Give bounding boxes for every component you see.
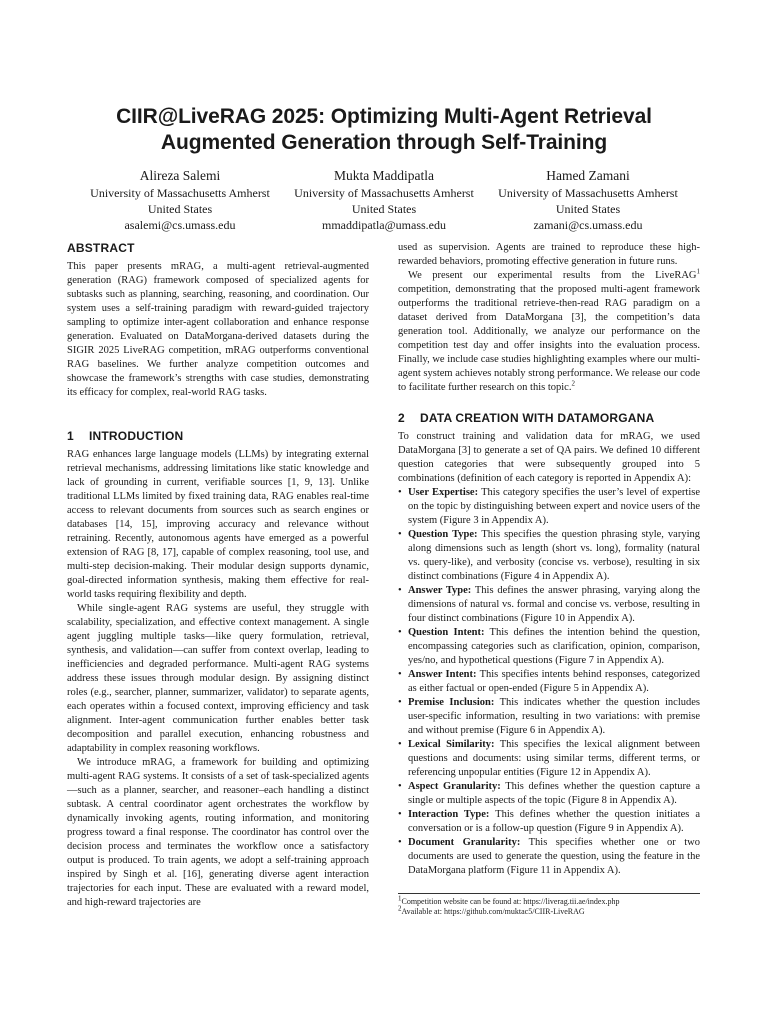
footnote-marker-1: 1	[696, 267, 700, 276]
list-item-text: This specifies the lexical alignment between questions and documents: using similar terms, different terms, or referencing unpopular entities (Figure 12 in Appendix A).	[408, 739, 700, 778]
list-item-text: This specifies whether one or two documents are used to generate the question, using the feature in the DataMorgana platform (Figure 11 in Appendix A).	[408, 837, 701, 876]
footnote-2	[398, 904, 700, 917]
author-country: United States	[147, 202, 213, 216]
author-email: mmaddipatla@umass.edu	[321, 218, 447, 232]
bullet-icon: •	[398, 529, 402, 540]
author-block	[78, 166, 690, 233]
abstract-text: This paper presents mRAG, a multi-agent retrieval-augmented generation (RAG) framework composed of specialized agents for subtasks such as planning, searching, reasoning, and coordination. Our system uses a self-training paradigm with reward-guided trajectory sampling to optimize inter-agent collaboration and enhance response generation. Evaluated on DataMorgana-derived datasets during the SIGIR 2025 LiveRAG competition, mRAG outperforms conventional RAG baselines. We further analyze competition outcomes and showcase the framework’s strengths with case studies, demonstrating its efficacy for complex, real-world RAG tasks.	[67, 261, 369, 398]
section-title: DATA CREATION WITH DATAMORGANA	[420, 411, 655, 425]
list-item	[398, 584, 700, 626]
intro-paragraph-3: We introduce mRAG, a framework for building and optimizing multi-agent RAG systems. It consists of a set of task-specialized agents—such as a planner, searcher, and reasoner–each handling a distinct subtask. A central coordinator agent orchestrates the workflow by dynamically invoking agents, routing information, and monitoring progress toward a final response. The coordinator has control over the decision process and terminates the workflow once a satisfactory output is produced. To train agents, we adopt a self-training approach inspired by Singh et al. [16], generating diverse agent interaction trajectories for each input. These are evaluated with a reward model, and high-reward trajectories are	[67, 757, 369, 908]
title-line-1: CIIR@LiveRAG 2025: Optimizing Multi-Agent Retrieval	[116, 105, 652, 128]
list-item	[398, 486, 700, 528]
list-item-term: Lexical Similarity:	[408, 739, 495, 750]
footnotes	[398, 893, 700, 917]
author-country: United States	[351, 202, 417, 216]
footnote-1	[398, 894, 700, 907]
list-item	[398, 836, 700, 878]
intro-paragraph-2: While single-agent RAG systems are useful, they struggle with scalability, specialization, and effective context management. A single agent juggling multiple tasks—like query formulation, retrieval, synthesis, and validation—can suffer from context overlap, leading to inefficiencies and degraded performance. Multi-agent RAG systems address these issues through modular design. By assigning distinct roles (e.g., searcher, planner, summarizer, validator) to separate agents, each operates within a focused context, improving efficiency and task alignment. Inter-agent communication further enables better task decomposition and parallel execution, enhancing robustness and adaptability in complex reasoning workflows.	[67, 603, 369, 754]
author-3	[486, 166, 690, 233]
author-2	[282, 166, 486, 233]
list-item-text: This defines whether the question capture a single or multiple aspects of the topic (Figure 8 in Appendix A).	[408, 781, 700, 806]
bullet-icon: •	[398, 781, 402, 792]
abstract-heading: ABSTRACT	[67, 241, 135, 255]
title-line-2: Augmented Generation through Self-Training	[160, 131, 608, 154]
list-item-term: Aspect Granularity:	[408, 781, 501, 792]
category-list	[398, 486, 700, 878]
list-item-text: This specifies the question phrasing style, varying along dimensions such as length (short vs. long), formality (natural vs. query-like), and verbosity (concise vs. verbose), resulting in six distinct combinations (Figure 4 in Appendix A).	[408, 529, 700, 582]
list-item	[398, 808, 700, 836]
author-name: Alireza Salemi	[139, 168, 221, 183]
bullet-icon: •	[398, 697, 402, 708]
list-item-text: This defines whether the question initiates a conversation or is a follow-up question (Figure 9 in Appendix A).	[408, 809, 700, 834]
author-1	[78, 166, 282, 233]
paragraph-text: competition, demonstrating that the proposed multi-agent framework outperforms the traditional retrieve-then-read RAG paradigm on a dataset derived from DataMorgana [3], the competition’s data generation tool. Additionally, we analyze our performance on the competition test day and offer insights into the evaluation process. Finally, we include case studies highlighting examples where our multi-agent system achieves notably strong performance. We release our code to facilitate further research on this topic.	[398, 284, 701, 393]
bullet-icon: •	[398, 487, 402, 498]
bullet-icon: •	[398, 837, 402, 848]
list-item-term: User Expertise:	[408, 487, 479, 498]
bullet-icon: •	[398, 809, 402, 820]
list-item-term: Answer Type:	[408, 585, 472, 596]
footnote-mark: 2	[398, 904, 402, 913]
section-number: 1	[67, 429, 74, 443]
author-name: Hamed Zamani	[546, 168, 630, 183]
list-item	[398, 738, 700, 780]
list-item-term: Question Type:	[408, 529, 478, 540]
list-item	[398, 696, 700, 738]
author-country: United States	[555, 202, 621, 216]
paragraph-text: We present our experimental results from the LiveRAG	[408, 270, 697, 281]
list-item-text: This specifies intents behind responses, categorized as either factual or open-ended (Figure 5 in Appendix A).	[408, 669, 701, 694]
section-2-intro: To construct training and validation data for mRAG, we used DataMorgana [3] to generate a set of QA pairs. We defined 10 different question categories that were subsequently grouped into 5 combinations (definition of each category is reported in Appendix A):	[398, 431, 700, 484]
author-email: zamani@cs.umass.edu	[533, 218, 643, 232]
footnote-text: Competition website can be found at: https://liverag.tii.ae/index.php	[401, 897, 620, 906]
list-item-text: This defines the intention behind the question, encompassing categories such as clarification, opinion, comparison, yes/no, and hypothetical questions (Figure 7 in Appendix A).	[408, 627, 700, 666]
list-item-text: This defines the answer phrasing, varying along the dimensions of natural vs. formal and concise vs. verbose, resulting in four distinct combinations (Figure 10 in Appendix A).	[408, 585, 700, 624]
bullet-icon: •	[398, 669, 402, 680]
intro-paragraph-4	[398, 269, 700, 395]
author-affiliation: University of Massachusetts Amherst	[498, 186, 678, 200]
list-item-text: This category specifies the user’s level of expertise on the topic by distinguishing between expert and novice users of the system (Figure 3 in Appendix A).	[408, 487, 700, 526]
author-name: Mukta Maddipatla	[333, 168, 435, 183]
list-item-term: Question Intent:	[408, 627, 485, 638]
footnote-mark: 1	[398, 894, 402, 903]
list-item	[398, 528, 700, 584]
section-title: INTRODUCTION	[89, 429, 184, 443]
list-item	[398, 668, 700, 696]
bullet-icon: •	[398, 585, 402, 596]
list-item	[398, 626, 700, 668]
intro-paragraph-1: RAG enhances large language models (LLMs) by integrating external retrieval mechanisms, addressing limitations like static knowledge and lack of grounding in current, verifiable sources [1, 9, 13]. Unlike traditional LLMs limited by fixed training data, RAG enables real-time access to relevant documents from sources such as search engines or databases [14, 15], improving accuracy and relevance without retraining. Recently, autonomous agents have emerged as a powerful extension of RAG [8, 17], capable of complex reasoning, tool use, and multi-step decision-making. Their modular design supports dynamic, goal-directed information synthesis, making them effective for real-world tasks requiring flexibility and depth.	[67, 449, 369, 600]
list-item-term: Document Granularity:	[408, 837, 521, 848]
footnote-marker-2: 2	[571, 379, 575, 388]
bullet-icon: •	[398, 627, 402, 638]
paper-title	[40, 104, 728, 156]
section-2-heading	[398, 410, 700, 426]
section-number: 2	[398, 411, 405, 425]
list-item	[398, 780, 700, 808]
author-email: asalemi@cs.umass.edu	[124, 218, 236, 232]
list-item-text: This indicates whether the question includes user-specific information, resulting in two variations: with premise and without premise (Figure 6 in Appendix A).	[408, 697, 701, 736]
footnote-text: Available at: https://github.com/muktac5/CIIR-LiveRAG	[401, 907, 585, 916]
author-affiliation: University of Massachusetts Amherst	[294, 186, 474, 200]
left-column	[67, 240, 369, 910]
section-1-heading	[67, 428, 369, 444]
list-item-term: Answer Intent:	[408, 669, 477, 680]
list-item-term: Interaction Type:	[408, 809, 490, 820]
intro-continued-paragraph: used as supervision. Agents are trained to reproduce these high-rewarded behaviors, promoting effective generation in future runs.	[398, 242, 700, 267]
right-column	[398, 241, 700, 878]
list-item-term: Premise Inclusion:	[408, 697, 495, 708]
bullet-icon: •	[398, 739, 402, 750]
author-affiliation: University of Massachusetts Amherst	[90, 186, 270, 200]
